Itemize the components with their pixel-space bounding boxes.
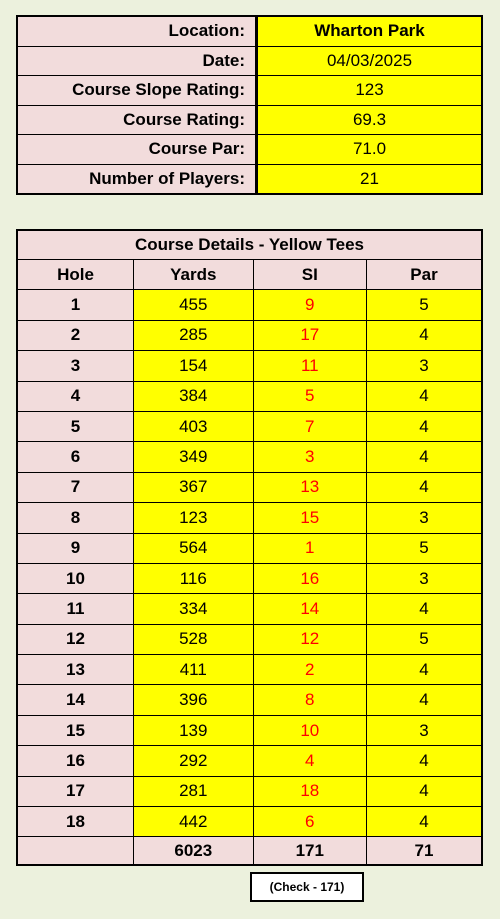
hole-number: 18 [17,807,134,837]
par-cell[interactable]: 5 [367,624,482,654]
hole-number: 5 [17,411,134,441]
table-row [17,685,482,715]
par-cell[interactable]: 4 [367,472,482,502]
hole-number: 6 [17,442,134,472]
par-cell[interactable]: 3 [367,563,482,593]
par-cell[interactable]: 5 [367,290,482,320]
table-row [17,715,482,745]
stroke-index-cell[interactable]: 17 [253,320,366,350]
hole-number: 16 [17,746,134,776]
par-cell[interactable]: 3 [367,351,482,381]
par-cell[interactable]: 4 [367,685,482,715]
yards-cell[interactable]: 564 [134,533,254,563]
course-par-value[interactable]: 71.0 [257,135,483,165]
par-cell[interactable]: 4 [367,807,482,837]
course-details-table [16,229,483,866]
table-row [17,472,482,502]
yards-cell[interactable]: 116 [134,563,254,593]
hole-number: 17 [17,776,134,806]
yards-cell[interactable]: 292 [134,746,254,776]
info-row-slope [17,76,482,106]
par-cell[interactable]: 4 [367,381,482,411]
stroke-index-cell[interactable]: 10 [253,715,366,745]
si-column-header: SI [253,260,366,290]
par-cell[interactable]: 4 [367,320,482,350]
stroke-index-cell[interactable]: 5 [253,381,366,411]
yards-cell[interactable]: 123 [134,503,254,533]
par-cell[interactable]: 4 [367,442,482,472]
stroke-index-cell[interactable]: 12 [253,624,366,654]
par-cell[interactable]: 5 [367,533,482,563]
yards-cell[interactable]: 403 [134,411,254,441]
table-row [17,776,482,806]
yards-column-header: Yards [134,260,254,290]
info-row-location [17,16,482,46]
table-row [17,594,482,624]
yards-cell[interactable]: 281 [134,776,254,806]
stroke-index-cell[interactable]: 3 [253,442,366,472]
stroke-index-cell[interactable]: 7 [253,411,366,441]
par-cell[interactable]: 3 [367,503,482,533]
info-row-date [17,46,482,76]
hole-number: 13 [17,655,134,685]
yards-cell[interactable]: 367 [134,472,254,502]
yards-cell[interactable]: 139 [134,715,254,745]
table-row [17,442,482,472]
table-row [17,411,482,441]
par-cell[interactable]: 4 [367,594,482,624]
table-row [17,746,482,776]
hole-number: 3 [17,351,134,381]
course-title-row [17,230,482,260]
table-row [17,381,482,411]
slope-rating-value[interactable]: 123 [257,76,483,106]
yards-cell[interactable]: 285 [134,320,254,350]
table-row [17,533,482,563]
location-label: Location: [17,16,257,46]
hole-column-header: Hole [17,260,134,290]
total-yards: 6023 [134,837,254,866]
hole-number: 7 [17,472,134,502]
course-info-table [16,15,483,195]
stroke-index-cell[interactable]: 9 [253,290,366,320]
number-of-players-label: Number of Players: [17,164,257,194]
yards-cell[interactable]: 349 [134,442,254,472]
info-row-players [17,164,482,194]
stroke-index-cell[interactable]: 6 [253,807,366,837]
info-row-course-par [17,135,482,165]
info-row-course-rating [17,105,482,135]
date-value[interactable]: 04/03/2025 [257,46,483,76]
date-label: Date: [17,46,257,76]
par-cell[interactable]: 3 [367,715,482,745]
par-cell[interactable]: 4 [367,655,482,685]
yards-cell[interactable]: 384 [134,381,254,411]
course-rating-value[interactable]: 69.3 [257,105,483,135]
course-par-label: Course Par: [17,135,257,165]
hole-number: 10 [17,563,134,593]
hole-number: 11 [17,594,134,624]
table-row [17,563,482,593]
table-row [17,624,482,654]
stroke-index-cell[interactable]: 8 [253,685,366,715]
hole-number: 14 [17,685,134,715]
stroke-index-cell[interactable]: 4 [253,746,366,776]
stroke-index-cell[interactable]: 16 [253,563,366,593]
course-details-title: Course Details - Yellow Tees [17,230,482,260]
totals-row [17,837,482,866]
stroke-index-cell[interactable]: 11 [253,351,366,381]
par-column-header: Par [367,260,482,290]
yards-cell[interactable]: 442 [134,807,254,837]
total-par: 71 [367,837,482,866]
yards-cell[interactable]: 528 [134,624,254,654]
stroke-index-cell[interactable]: 14 [253,594,366,624]
table-row [17,290,482,320]
location-value[interactable]: Wharton Park [257,16,483,46]
stroke-index-cell[interactable]: 15 [253,503,366,533]
table-row [17,807,482,837]
table-row [17,503,482,533]
course-rating-label: Course Rating: [17,105,257,135]
hole-number: 2 [17,320,134,350]
column-header-row [17,260,482,290]
table-row [17,655,482,685]
yards-cell[interactable]: 396 [134,685,254,715]
stroke-index-cell[interactable]: 1 [253,533,366,563]
total-si: 171 [253,837,366,866]
slope-rating-label: Course Slope Rating: [17,76,257,106]
hole-number: 1 [17,290,134,320]
yards-cell[interactable]: 154 [134,351,254,381]
totals-hole-cell [17,837,134,866]
stroke-index-cell[interactable]: 2 [253,655,366,685]
hole-number: 4 [17,381,134,411]
hole-number: 12 [17,624,134,654]
si-check-box: (Check - 171) [250,872,364,902]
yards-cell[interactable]: 411 [134,655,254,685]
stroke-index-cell[interactable]: 13 [253,472,366,502]
par-cell[interactable]: 4 [367,746,482,776]
yards-cell[interactable]: 334 [134,594,254,624]
table-row [17,351,482,381]
par-cell[interactable]: 4 [367,411,482,441]
par-cell[interactable]: 4 [367,776,482,806]
hole-number: 8 [17,503,134,533]
hole-number: 9 [17,533,134,563]
stroke-index-cell[interactable]: 18 [253,776,366,806]
number-of-players-value[interactable]: 21 [257,164,483,194]
hole-number: 15 [17,715,134,745]
table-row [17,320,482,350]
yards-cell[interactable]: 455 [134,290,254,320]
